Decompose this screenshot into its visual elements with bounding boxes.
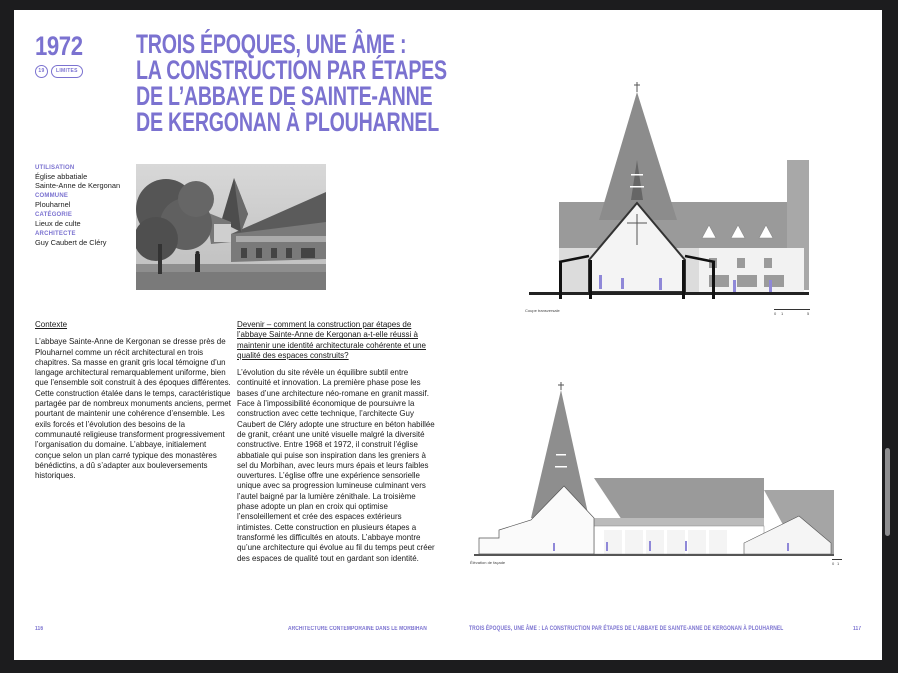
running-title-right: TROIS ÉPOQUES, UNE ÂME : LA CONSTRUCTION PAR ÉTAPES DE L’ABBAYE DE SAINTE-ANNE DE KERGONAN À PLOUHARNEL	[469, 626, 784, 632]
vertical-scrollbar[interactable]	[885, 448, 890, 536]
meta-value-utilisation: Sainte-Anne de Kergonan	[35, 181, 121, 190]
page-number-right: 117	[853, 626, 862, 632]
page-number-left: 116	[35, 626, 44, 632]
abbey-photo-image	[136, 164, 326, 290]
book-spread	[14, 10, 882, 660]
facade-elevation-drawing	[469, 378, 839, 558]
title-line: LA CONSTRUCTION PAR ÉTAPES	[136, 55, 447, 85]
cross-section-drawing	[519, 70, 809, 305]
facade-caption: Élévation de façade	[470, 560, 506, 565]
chip-number: 19	[35, 65, 48, 78]
meta-value-architecte: Guy Caubert de Cléry	[35, 238, 107, 247]
page-title	[136, 29, 447, 137]
scale-tick: 1	[781, 311, 784, 316]
scale-tick: 0	[774, 311, 777, 316]
year-label: 1972	[35, 31, 83, 61]
cross-section-svg	[519, 70, 809, 305]
cross-section-caption: Coupe transversale	[525, 308, 560, 313]
meta-value-utilisation: Église abbatiale	[35, 172, 88, 181]
future-text: L’évolution du site révèle un équilibre subtil entre continuité et innovation. La première phase pose les bases d’une architecture néo-romane en granit massif. Face à l’impossibilité économique de poursuivre la construction avec cette technique, l’architecte Guy Caubert de Cléry adopte une structure en béton habillée de granit, créant une unité visuelle malgré la diversité constructive. Entre 1968 et 1972, il construit l’église abbatiale qui puise son inspiration dans les greniers à sel du Morbihan, avec leurs murs épais et leurs faibles ouvertures. L’église offre une expérience sensorielle unique avec sa progression lumineuse culminant vers l’autel baigné par la lumière zénithale. La troisième phase adopte un plan en croix qui optimise l’ensoleillement et crée des espaces extérieurs intimistes. Cette construction en plusieurs étapes a transformé les difficultés en atouts. L’abbaye montre qu’une architecture qui évolue au fil du temps peut créer des espaces de qualité tout en gardant son identité.	[237, 368, 435, 563]
facade-elevation-svg	[469, 378, 839, 558]
meta-value-categorie: Lieux de culte	[35, 219, 81, 228]
scale-tick: 0	[832, 561, 835, 566]
meta-label-categorie: CATÉGORIE	[35, 212, 73, 218]
meta-label-utilisation: UTILISATION	[35, 165, 75, 171]
meta-label-commune: COMMUNE	[35, 193, 69, 199]
scale-tick: 1	[837, 561, 840, 566]
future-heading: Devenir – comment la construction par étapes de l’abbaye Sainte-Anne de Kergonan a-t-elle réussi à maintenir une identité architecturale cohérente et une qualité des espaces construits?	[237, 320, 427, 360]
meta-label-architecte: ARCHITECTE	[35, 231, 76, 237]
context-heading: Contexte	[35, 320, 68, 329]
future-column	[237, 320, 437, 564]
context-text: L’abbaye Sainte-Anne de Kergonan se dresse près de Plouharnel comme un récit architectural en trois chapitres. Sa masse en granit gris local témoigne d’un langage architectural remarquablement uniforme, bien que l’ensemble soit construit à des époques différentes. Cette construction étalée dans le temps, caractéristique partagée par de nombreux monuments anciens, permet pourtant de maintenir une cohérence d’ensemble. Les exils forcés et l’évolution des besoins de la communauté religieuse transforment progressivement l’organisation du domaine. L’abbaye, initialement conçue selon un plan carré typique des monastères bénédictins, a dû s’adapter aux bouleversements historiques.	[35, 337, 231, 481]
chip-limites: LIMITES	[51, 65, 83, 78]
context-column	[35, 320, 231, 481]
title-line: DE L’ABBAYE DE SAINTE-ANNE	[136, 81, 433, 111]
abbey-photo	[136, 164, 326, 290]
project-metadata	[35, 165, 145, 247]
title-line: TROIS ÉPOQUES, UNE ÂME :	[136, 29, 407, 59]
facade-scale	[832, 558, 842, 568]
tag-chips	[35, 65, 83, 78]
cross-section-scale	[774, 308, 810, 318]
scale-tick: 5	[807, 311, 810, 316]
title-line: DE KERGONAN À PLOUHARNEL	[136, 107, 439, 137]
running-title-left: ARCHITECTURE CONTEMPORAINE DANS LE MORBIHAN	[288, 626, 427, 632]
meta-value-commune: Plouharnel	[35, 200, 71, 209]
